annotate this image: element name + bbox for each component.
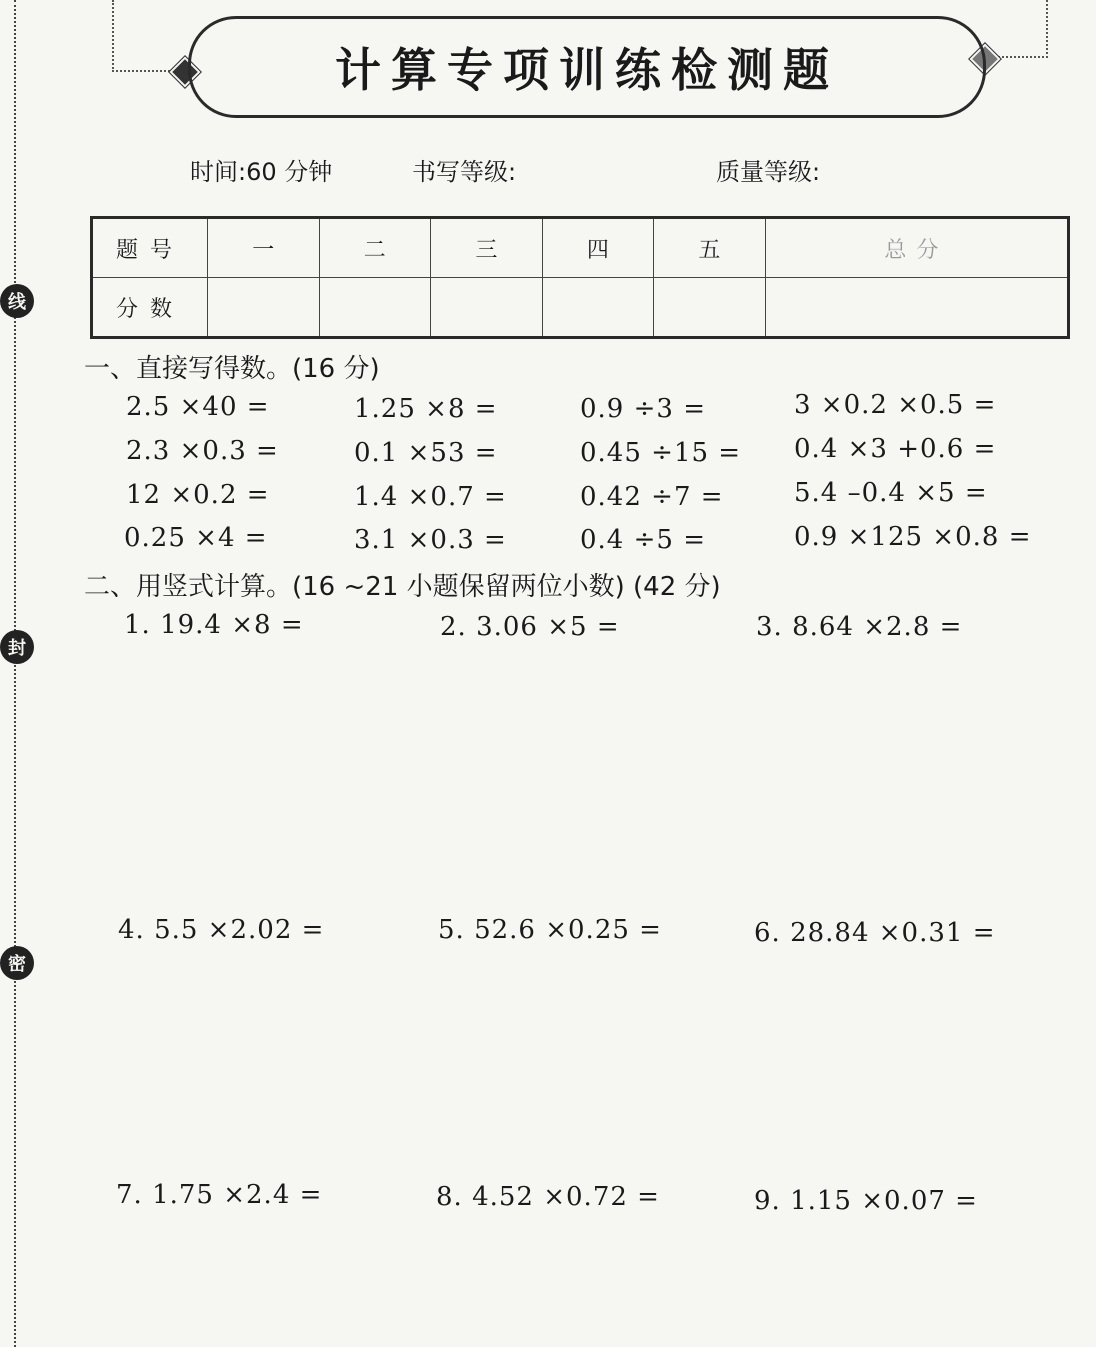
mental-math-item: 0.4 ÷5 = xyxy=(580,525,706,555)
column-total: 总分 xyxy=(765,218,1068,278)
banner-left-dotted-corner xyxy=(112,0,182,72)
vertical-calc-item: 1. 19.4 ×8 = xyxy=(124,610,304,640)
mental-math-item: 0.42 ÷7 = xyxy=(580,482,724,512)
score-row-header: 分数 xyxy=(92,278,208,338)
score-cell-1[interactable] xyxy=(208,278,320,338)
banner-right-dotted-corner xyxy=(990,0,1048,58)
mental-math-item: 1.4 ×0.7 = xyxy=(354,482,507,512)
column-4: 四 xyxy=(542,218,654,278)
mental-math-item: 2.3 ×0.3 = xyxy=(126,436,279,466)
exam-meta-row xyxy=(190,152,890,192)
column-1: 一 xyxy=(208,218,320,278)
binding-mark-feng: 封 xyxy=(0,630,34,664)
mental-math-item: 0.4 ×3 +0.6 = xyxy=(794,434,997,464)
time-limit: 时间:60 分钟 xyxy=(190,158,333,186)
score-table-score-row xyxy=(92,278,1069,338)
score-cell-2[interactable] xyxy=(319,278,431,338)
question-number-header: 题号 xyxy=(92,218,208,278)
vertical-calc-item: 4. 5.5 ×2.02 = xyxy=(118,915,325,945)
vertical-calc-item: 5. 52.6 ×0.25 = xyxy=(438,915,662,945)
section-2-title: 二、用竖式计算。(16 ~21 小题保留两位小数) (42 分) xyxy=(84,572,721,602)
vertical-calc-item: 9. 1.15 ×0.07 = xyxy=(754,1186,978,1216)
mental-math-item: 0.9 ×125 ×0.8 = xyxy=(794,522,1032,552)
vertical-calc-item: 3. 8.64 ×2.8 = xyxy=(756,612,963,642)
mental-math-item: 0.9 ÷3 = xyxy=(580,394,706,424)
mental-math-item: 3.1 ×0.3 = xyxy=(354,525,507,555)
quality-grade-label: 质量等级: xyxy=(716,158,821,186)
mental-math-item: 1.25 ×8 = xyxy=(354,394,498,424)
score-table xyxy=(90,216,1070,339)
score-cell-total[interactable] xyxy=(765,278,1068,338)
mental-math-item: 5.4 –0.4 ×5 = xyxy=(794,478,988,508)
column-2: 二 xyxy=(319,218,431,278)
mental-math-item: 0.45 ÷15 = xyxy=(580,438,742,468)
writing-grade-label: 书写等级: xyxy=(412,158,517,186)
mental-math-item: 0.25 ×4 = xyxy=(124,523,268,553)
column-3: 三 xyxy=(431,218,543,278)
column-5: 五 xyxy=(654,218,766,278)
mental-math-item: 2.5 ×40 = xyxy=(126,392,270,422)
score-table-header-row xyxy=(92,218,1069,278)
vertical-calc-item: 2. 3.06 ×5 = xyxy=(440,612,620,642)
score-cell-4[interactable] xyxy=(542,278,654,338)
vertical-calc-item: 6. 28.84 ×0.31 = xyxy=(754,918,996,948)
title-banner xyxy=(188,16,986,118)
score-cell-5[interactable] xyxy=(654,278,766,338)
section-1-title: 一、直接写得数。(16 分) xyxy=(84,354,380,384)
page-title: 计算专项训练检测题 xyxy=(335,43,839,97)
binding-dotted-line xyxy=(14,0,16,1347)
mental-math-item: 12 ×0.2 = xyxy=(126,480,270,510)
vertical-calc-item: 8. 4.52 ×0.72 = xyxy=(436,1182,660,1212)
score-cell-3[interactable] xyxy=(431,278,543,338)
mental-math-item: 3 ×0.2 ×0.5 = xyxy=(794,390,997,420)
binding-mark-mi: 密 xyxy=(0,946,34,980)
binding-mark-xian: 线 xyxy=(0,284,34,318)
vertical-calc-item: 7. 1.75 ×2.4 = xyxy=(116,1180,323,1210)
mental-math-item: 0.1 ×53 = xyxy=(354,438,498,468)
